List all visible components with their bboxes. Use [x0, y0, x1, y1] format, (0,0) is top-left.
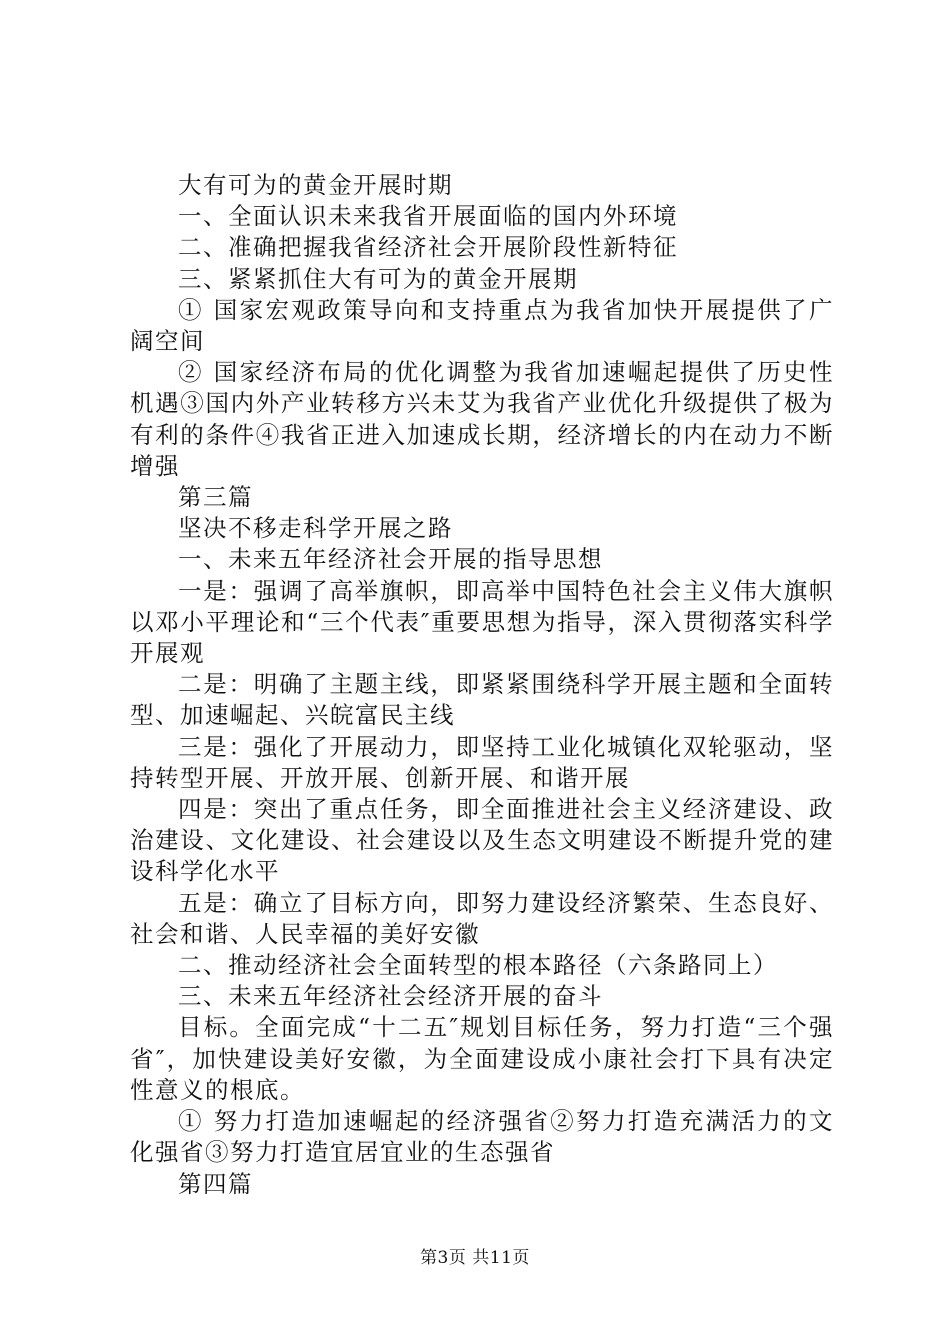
paragraph: 二、推动经济社会全面转型的根本路径（六条路同上）	[178, 951, 778, 980]
paragraph: 二是：明确了主题主线，即紧紧围绕科学开展主题和全面转型、加速崛起、兴皖富民主线	[130, 670, 834, 730]
paragraph: ① 国家宏观政策导向和支持重点为我省加快开展提供了广阔空间	[130, 295, 834, 356]
paragraph: 二、准确把握我省经济社会开展阶段性新特征	[178, 233, 678, 262]
paragraph: 一、未来五年经济社会开展的指导思想	[178, 545, 603, 574]
paragraph: 一是：强调了高举旗帜，即高举中国特色社会主义伟大旗帜以邓小平理论和“三个代表″重要思想为指导，深入贯彻落实科学开展观	[130, 576, 834, 668]
paragraph: 目标。全面完成“十二五″规划目标任务，努力打造“三个强省″，加快建设美好安徽，为全面建设成小康社会打下具有决定性意义的根底。	[130, 1013, 834, 1104]
paragraph: 三、未来五年经济社会经济开展的奋斗	[178, 982, 603, 1011]
paragraph: 大有可为的黄金开展时期	[178, 171, 453, 199]
paragraph: ① 努力打造加速崛起的经济强省②努力打造充满活力的文化强省③努力打造宜居宜业的生态强省	[130, 1107, 834, 1167]
paragraph: 坚决不移走科学开展之路	[178, 514, 453, 543]
paragraph: 一、全面认识未来我省开展面临的国内外环境	[178, 202, 678, 231]
paragraph: 三、紧紧抓住大有可为的黄金开展期	[178, 264, 578, 293]
paragraph: ② 国家经济布局的优化调整为我省加速崛起提供了历史性机遇③国内外产业转移方兴未艾为我省产业优化升级提供了极为有利的条件④我省正进入加速成长期，经济增长的内在动力不断增强	[130, 358, 834, 480]
section-heading: 第三篇	[178, 483, 253, 512]
page-footer: 第3页 共11页	[420, 1248, 530, 1268]
paragraph: 四是：突出了重点任务，即全面推进社会主义经济建设、政治建设、文化建设、社会建设以及生态文明建设不断提升党的建设科学化水平	[130, 795, 834, 886]
paragraph: 五是：确立了目标方向，即努力建设经济繁荣、生态良好、社会和谐、人民幸福的美好安徽	[130, 888, 834, 948]
section-heading: 第四篇	[178, 1169, 253, 1198]
document-body	[130, 170, 834, 1200]
paragraph: 三是：强化了开展动力，即坚持工业化城镇化双轮驱动，坚持转型开展、开放开展、创新开展、和谐开展	[130, 732, 834, 792]
